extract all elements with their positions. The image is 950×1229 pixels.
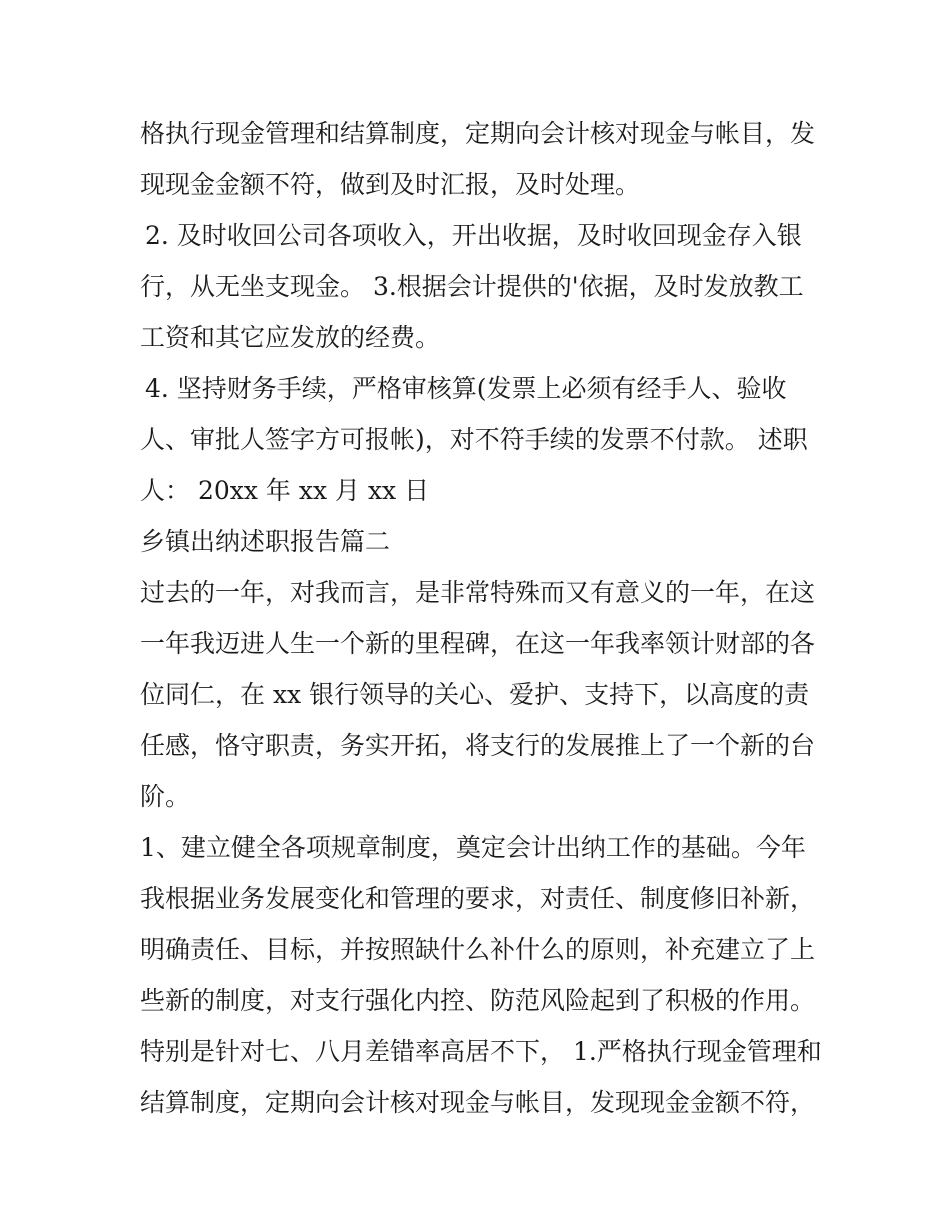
text-line: 格执行现金管理和结算制度，定期向会计核对现金与帐目，发 [140,119,816,148]
text-line: 人、审批人签字方可报帐)，对不符手续的发票不付款。 述职 [140,425,808,454]
text-line: 阶。 [140,782,191,811]
text-line: 些新的制度，对支行强化内控、防范风险起到了积极的作用。 [140,986,816,1015]
text-line: 现现金金额不符，做到及时汇报，及时处理。 [140,170,641,199]
document-body [140,108,830,1128]
text-line: 明确责任、目标，并按照缺什么补什么的原则，补充建立了上 [140,935,816,964]
text-line: 2. 及时收回公司各项收入，开出收据，及时收回现金存入银 [145,221,802,250]
text-line: 我根据业务发展变化和管理的要求，对责任、制度修旧补新， [140,884,816,913]
text-line: 工资和其它应发放的经费。 [140,323,441,352]
text-line: 4. 坚持财务手续，严格审核算(发票上必须有经手人、验收 [145,374,787,403]
text-line: 1、建立健全各项规章制度，奠定会计出纳工作的基础。今年 [140,833,806,862]
text-line: 过去的一年，对我而言，是非常特殊而又有意义的一年，在这 [140,578,816,607]
text-line: 行，从无坐支现金。 3.根据会计提供的'依据，及时发放教工 [140,272,804,301]
text-line: 任感，恪守职责，务实开拓，将支行的发展推上了一个新的台 [140,731,816,760]
text-line: 结算制度，定期向会计核对现金与帐目，发现现金金额不符， [140,1088,816,1117]
text-line: 人： 20xx 年 xx 月 xx 日 [140,476,430,505]
text-line: 特别是针对七、八月差错率高居不下， 1.严格执行现金管理和 [140,1037,822,1066]
text-line: 一年我迈进人生一个新的里程碑，在这一年我率领计财部的各 [140,629,816,658]
text-line: 位同仁，在 xx 银行领导的关心、爱护、支持下，以高度的责 [140,680,810,709]
section-heading: 乡镇出纳述职报告篇二 [140,527,391,556]
